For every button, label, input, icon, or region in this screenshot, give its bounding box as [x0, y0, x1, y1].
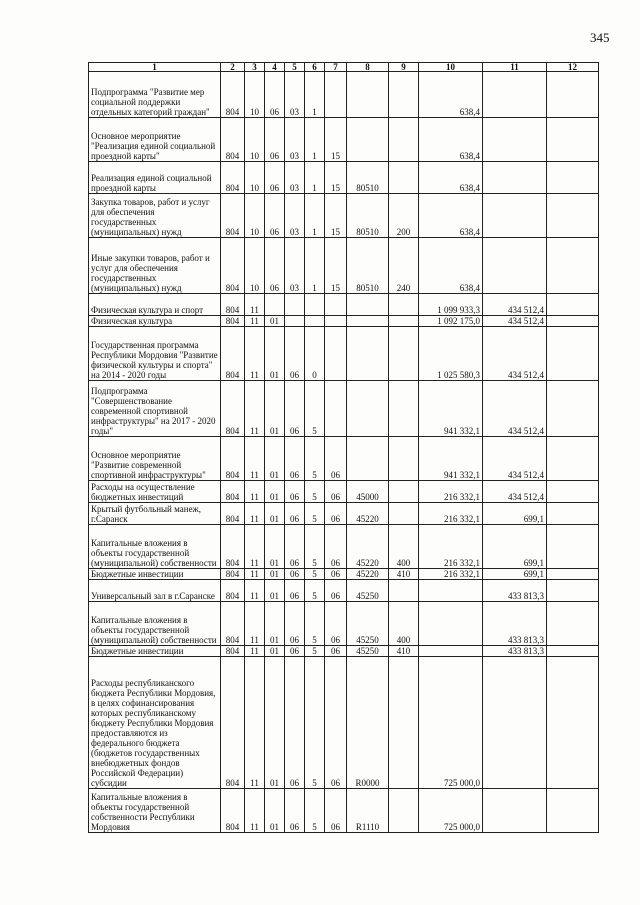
table-cell: 01	[265, 316, 285, 327]
table-row	[89, 72, 599, 118]
table-cell	[325, 72, 347, 118]
table-cell: 15	[325, 162, 347, 194]
table-cell: 11	[245, 437, 265, 481]
table-cell	[389, 503, 419, 525]
table-cell	[483, 789, 547, 833]
table-cell	[389, 118, 419, 162]
table-cell	[389, 481, 419, 503]
row-name-cell: Расходы на осуществление бюджетных инвестиций	[89, 481, 221, 503]
table-row	[89, 162, 599, 194]
table-cell	[547, 602, 599, 646]
column-header: 10	[419, 63, 483, 72]
table-cell: 216 332,1	[419, 503, 483, 525]
table-cell: 45250	[347, 602, 389, 646]
table-cell: 804	[221, 381, 245, 437]
table-cell	[347, 118, 389, 162]
table-cell	[547, 381, 599, 437]
table-cell: 06	[325, 437, 347, 481]
row-name-cell: Закупка товаров, работ и услуг для обеспечения государственных (муниципальных) нужд	[89, 194, 221, 238]
table-cell: 804	[221, 238, 245, 294]
table-cell: 80510	[347, 194, 389, 238]
table-cell: 06	[285, 327, 305, 381]
table-cell: 10	[245, 238, 265, 294]
table-row	[89, 646, 599, 657]
table-cell	[547, 118, 599, 162]
row-name-cell: Расходы республиканского бюджета Республики Мордовия, в целях софинансирования которых республиканскому бюджету Республики Мордовия предоставляются из федерального бюджета (бюджетов государственных внебюджетных фондов Российской Федерации) субсидии	[89, 657, 221, 789]
table-cell: 1 099 933,3	[419, 294, 483, 316]
table-cell: 06	[325, 525, 347, 569]
table-cell: 804	[221, 580, 245, 602]
table-cell: 01	[265, 569, 285, 580]
table-cell: 5	[305, 525, 325, 569]
table-cell: 725 000,0	[419, 789, 483, 833]
table-cell: 5	[305, 503, 325, 525]
table-cell: 06	[325, 602, 347, 646]
table-cell: 804	[221, 646, 245, 657]
row-name-cell: Капитальные вложения в объекты государственной (муниципальной) собственности	[89, 602, 221, 646]
table-cell: 216 332,1	[419, 481, 483, 503]
table-cell	[325, 327, 347, 381]
table-cell	[483, 194, 547, 238]
table-cell	[547, 503, 599, 525]
table-cell: 15	[325, 238, 347, 294]
table-row	[89, 437, 599, 481]
table-cell	[389, 316, 419, 327]
row-name-cell: Государственная программа Республики Мордовия "Развитие физической культуры и спорта" на 2014 - 2020 годы	[89, 327, 221, 381]
table-cell: 06	[265, 72, 285, 118]
table-cell: 06	[285, 646, 305, 657]
table-row	[89, 569, 599, 580]
table-cell: 11	[245, 503, 265, 525]
table-cell: 804	[221, 503, 245, 525]
column-header: 7	[325, 63, 347, 72]
table-cell	[389, 294, 419, 316]
table-cell: 01	[265, 503, 285, 525]
row-name-cell: Физическая культура и спорт	[89, 294, 221, 316]
table-cell: 03	[285, 118, 305, 162]
table-cell: 11	[245, 381, 265, 437]
table-cell: 1 025 580,3	[419, 327, 483, 381]
table-cell: 434 512,4	[483, 381, 547, 437]
row-name-cell: Бюджетные инвестиции	[89, 569, 221, 580]
table-cell: 5	[305, 481, 325, 503]
table-cell: 80510	[347, 238, 389, 294]
table-cell	[483, 162, 547, 194]
table-cell: 400	[389, 602, 419, 646]
table-cell: 03	[285, 238, 305, 294]
row-name-cell: Подпрограмма "Совершенствование современной спортивной инфраструктуры" на 2017 - 2020 годы"	[89, 381, 221, 437]
table-cell: 400	[389, 525, 419, 569]
table-cell: 11	[245, 657, 265, 789]
table-cell: 15	[325, 118, 347, 162]
table-cell: 11	[245, 481, 265, 503]
column-header: 8	[347, 63, 389, 72]
table-cell: 0	[305, 327, 325, 381]
table-cell: 804	[221, 327, 245, 381]
table-cell	[389, 72, 419, 118]
table-cell: 06	[285, 381, 305, 437]
table-cell: 240	[389, 238, 419, 294]
table-cell: 11	[245, 569, 265, 580]
row-name-cell: Основное мероприятие "Реализация единой социальной проездной карты"	[89, 118, 221, 162]
table-cell: 03	[285, 72, 305, 118]
table-row	[89, 602, 599, 646]
table-cell: 45000	[347, 481, 389, 503]
table-cell: 804	[221, 437, 245, 481]
table-cell	[483, 72, 547, 118]
table-cell	[547, 646, 599, 657]
table-cell: 01	[265, 602, 285, 646]
table-cell: 638,4	[419, 162, 483, 194]
table-cell: 01	[265, 580, 285, 602]
table-cell: 804	[221, 789, 245, 833]
table-cell: 06	[285, 657, 305, 789]
table-cell: 03	[285, 194, 305, 238]
table-cell: 434 512,4	[483, 294, 547, 316]
table-cell	[547, 789, 599, 833]
table-cell	[285, 294, 305, 316]
table-cell: 804	[221, 316, 245, 327]
table-cell: 06	[265, 162, 285, 194]
table-cell: 804	[221, 602, 245, 646]
table-cell: 638,4	[419, 194, 483, 238]
table-cell: 01	[265, 481, 285, 503]
table-cell: 06	[285, 789, 305, 833]
table-cell	[305, 316, 325, 327]
table-cell: 5	[305, 789, 325, 833]
table-cell: 45220	[347, 569, 389, 580]
table-cell: 45220	[347, 503, 389, 525]
table-cell: 5	[305, 657, 325, 789]
table-cell: 06	[285, 437, 305, 481]
column-header: 3	[245, 63, 265, 72]
table-cell: 06	[325, 503, 347, 525]
table-cell: 5	[305, 569, 325, 580]
table-cell: 11	[245, 602, 265, 646]
table-cell	[547, 294, 599, 316]
table-cell: 06	[285, 503, 305, 525]
column-header: 6	[305, 63, 325, 72]
table-cell	[389, 327, 419, 381]
table-cell	[547, 327, 599, 381]
table-cell: 5	[305, 580, 325, 602]
table-cell: 1	[305, 118, 325, 162]
column-header: 5	[285, 63, 305, 72]
table-cell	[265, 294, 285, 316]
table-cell: 06	[285, 481, 305, 503]
table-cell: 06	[265, 118, 285, 162]
table-cell: 434 512,4	[483, 481, 547, 503]
table-cell: 06	[325, 646, 347, 657]
table-cell: 10	[245, 118, 265, 162]
table-cell	[285, 316, 305, 327]
table-cell	[347, 72, 389, 118]
table-cell: 10	[245, 162, 265, 194]
table-row	[89, 503, 599, 525]
table-cell: 1	[305, 238, 325, 294]
table-cell: 434 512,4	[483, 316, 547, 327]
row-name-cell: Универсальный зал в г.Саранске	[89, 580, 221, 602]
table-cell	[483, 657, 547, 789]
table-cell: 11	[245, 646, 265, 657]
table-cell	[325, 381, 347, 437]
table-cell	[325, 316, 347, 327]
budget-table	[88, 62, 599, 833]
table-cell	[547, 162, 599, 194]
table-cell: 804	[221, 525, 245, 569]
row-name-cell: Капитальные вложения в объекты государственной (муниципальной) собственности	[89, 525, 221, 569]
table-cell: 434 512,4	[483, 327, 547, 381]
table-cell	[547, 525, 599, 569]
column-header: 4	[265, 63, 285, 72]
table-row	[89, 657, 599, 789]
table-cell	[389, 789, 419, 833]
table-cell	[389, 657, 419, 789]
table-cell	[547, 657, 599, 789]
table-cell: 11	[245, 580, 265, 602]
row-name-cell: Бюджетные инвестиции	[89, 646, 221, 657]
row-name-cell: Реализация единой социальной проездной карты	[89, 162, 221, 194]
table-cell: 06	[285, 580, 305, 602]
table-cell: 11	[245, 327, 265, 381]
table-cell: 45250	[347, 646, 389, 657]
table-cell: 06	[325, 789, 347, 833]
table-header-row	[89, 63, 599, 72]
row-name-cell: Иные закупки товаров, работ и услуг для обеспечения государственных (муниципальных) нужд	[89, 238, 221, 294]
table-cell	[419, 602, 483, 646]
table-cell: 699,1	[483, 525, 547, 569]
table-cell: 01	[265, 525, 285, 569]
table-cell	[547, 481, 599, 503]
table-cell: 433 813,3	[483, 602, 547, 646]
table-cell: 03	[285, 162, 305, 194]
table-cell: 5	[305, 646, 325, 657]
table-cell	[347, 316, 389, 327]
table-cell	[419, 580, 483, 602]
table-row	[89, 294, 599, 316]
table-cell	[547, 194, 599, 238]
table-cell: 200	[389, 194, 419, 238]
table-cell: 06	[285, 569, 305, 580]
table-cell: 06	[325, 481, 347, 503]
table-cell: 45220	[347, 525, 389, 569]
table-cell	[547, 316, 599, 327]
table-cell: 01	[265, 789, 285, 833]
table-cell: 638,4	[419, 238, 483, 294]
table-row	[89, 316, 599, 327]
column-header: 1	[89, 63, 221, 72]
table-cell	[547, 580, 599, 602]
table-row	[89, 381, 599, 437]
table-cell	[347, 381, 389, 437]
table-cell	[547, 238, 599, 294]
table-cell: 433 813,3	[483, 580, 547, 602]
table-cell: R0000	[347, 657, 389, 789]
table-cell: 06	[325, 580, 347, 602]
table-cell: 5	[305, 602, 325, 646]
table-cell: 725 000,0	[419, 657, 483, 789]
table-cell: 410	[389, 646, 419, 657]
row-name-cell: Основное мероприятие "Развитие современной спортивной инфраструктуры"	[89, 437, 221, 481]
table-cell: 804	[221, 294, 245, 316]
row-name-cell: Подпрограмма "Развитие мер социальной поддержки отдельных категорий граждан"	[89, 72, 221, 118]
table-cell	[547, 437, 599, 481]
table-cell: 941 332,1	[419, 437, 483, 481]
table-cell: 1	[305, 162, 325, 194]
table-cell: 804	[221, 162, 245, 194]
table-cell: 1	[305, 72, 325, 118]
table-cell: 06	[265, 194, 285, 238]
table-row	[89, 194, 599, 238]
table-cell: 01	[265, 437, 285, 481]
table-cell	[483, 238, 547, 294]
table-cell: 804	[221, 657, 245, 789]
table-cell	[347, 294, 389, 316]
table-cell	[389, 437, 419, 481]
table-row	[89, 238, 599, 294]
table-cell	[547, 569, 599, 580]
table-cell: 5	[305, 437, 325, 481]
table-cell: 06	[285, 525, 305, 569]
row-name-cell: Крытый футбольный манеж, г.Саранск	[89, 503, 221, 525]
table-cell: 10	[245, 194, 265, 238]
table-cell: 638,4	[419, 118, 483, 162]
table-cell: 11	[245, 789, 265, 833]
table-cell: 06	[325, 569, 347, 580]
table-cell: 11	[245, 316, 265, 327]
row-name-cell: Физическая культура	[89, 316, 221, 327]
table-cell: 410	[389, 569, 419, 580]
table-cell: 11	[245, 525, 265, 569]
table-cell: 699,1	[483, 503, 547, 525]
table-cell: 01	[265, 327, 285, 381]
table-cell: 06	[325, 657, 347, 789]
table-cell: 433 813,3	[483, 646, 547, 657]
table-row	[89, 481, 599, 503]
table-cell: 15	[325, 194, 347, 238]
table-cell: 1	[305, 194, 325, 238]
table-cell: 699,1	[483, 569, 547, 580]
table-cell	[389, 381, 419, 437]
table-cell: R1110	[347, 789, 389, 833]
table-cell: 01	[265, 646, 285, 657]
page-number: 345	[590, 30, 610, 45]
table-row	[89, 525, 599, 569]
column-header: 12	[547, 63, 599, 72]
table-cell: 01	[265, 381, 285, 437]
table-row	[89, 580, 599, 602]
table-cell: 804	[221, 194, 245, 238]
table-cell: 1 092 175,0	[419, 316, 483, 327]
row-name-cell: Капитальные вложения в объекты государственной собственности Республики Мордовия	[89, 789, 221, 833]
table-cell	[347, 437, 389, 481]
table-cell: 804	[221, 569, 245, 580]
table-cell	[389, 162, 419, 194]
table-cell: 804	[221, 481, 245, 503]
table-cell: 5	[305, 381, 325, 437]
table-cell: 804	[221, 118, 245, 162]
table-cell: 216 332,1	[419, 525, 483, 569]
table-cell: 804	[221, 72, 245, 118]
table-cell	[419, 646, 483, 657]
column-header: 11	[483, 63, 547, 72]
table-row	[89, 327, 599, 381]
table-cell: 434 512,4	[483, 437, 547, 481]
table-cell	[389, 580, 419, 602]
table-cell: 80510	[347, 162, 389, 194]
table-cell: 06	[285, 602, 305, 646]
table-cell: 45250	[347, 580, 389, 602]
table-cell: 10	[245, 72, 265, 118]
table-cell	[325, 294, 347, 316]
table-row	[89, 789, 599, 833]
table-cell: 11	[245, 294, 265, 316]
table-cell	[305, 294, 325, 316]
table-cell	[547, 72, 599, 118]
table-cell: 01	[265, 657, 285, 789]
table-cell: 638,4	[419, 72, 483, 118]
table-cell: 216 332,1	[419, 569, 483, 580]
column-header: 2	[221, 63, 245, 72]
table-cell: 06	[265, 238, 285, 294]
table-row	[89, 118, 599, 162]
table-cell: 941 332,1	[419, 381, 483, 437]
table-cell	[483, 118, 547, 162]
column-header: 9	[389, 63, 419, 72]
table-cell	[347, 327, 389, 381]
